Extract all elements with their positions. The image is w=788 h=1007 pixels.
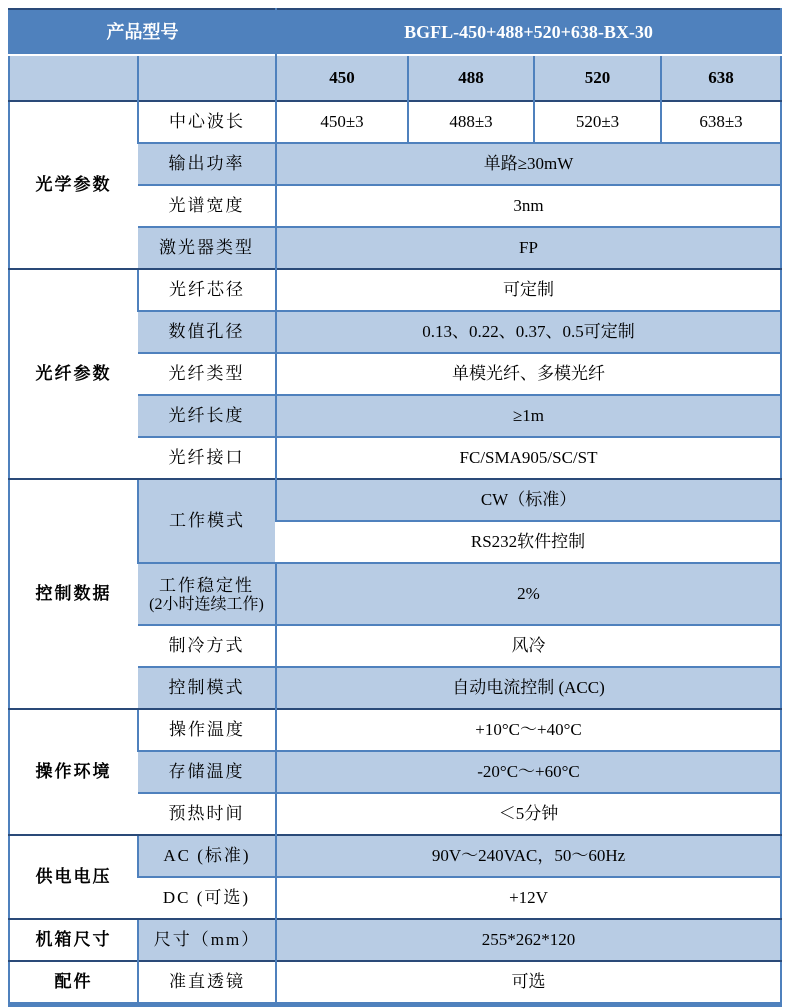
param-label: 尺寸（mm） bbox=[138, 919, 276, 961]
value-cell: 可定制 bbox=[276, 269, 781, 311]
table-row bbox=[9, 961, 781, 1005]
value-cell: +10°C～+40°C bbox=[276, 709, 781, 751]
product-spec-table bbox=[8, 8, 782, 1007]
param-label: AC (标准) bbox=[138, 835, 276, 877]
empty-cell bbox=[138, 55, 276, 101]
group-cell-accessory: 配件 bbox=[9, 961, 138, 1005]
param-label: 中心波长 bbox=[138, 101, 276, 143]
value-cell: 90V～240VAC，50～60Hz bbox=[276, 835, 781, 877]
param-label-line2: (2小时连续工作) bbox=[149, 595, 264, 613]
value-cell: -20°C～+60°C bbox=[276, 751, 781, 793]
group-cell-environment: 操作环境 bbox=[9, 709, 138, 835]
param-label: 光纤芯径 bbox=[138, 269, 276, 311]
group-cell-fiber: 光纤参数 bbox=[9, 269, 138, 479]
value-cell: 488±3 bbox=[408, 101, 534, 143]
param-label: 准直透镜 bbox=[138, 961, 276, 1005]
param-label: 制冷方式 bbox=[138, 625, 276, 667]
group-cell-control: 控制数据 bbox=[9, 479, 138, 709]
param-label bbox=[138, 563, 276, 625]
value-cell: ＜5分钟 bbox=[276, 793, 781, 835]
value-cell: 255*262*120 bbox=[276, 919, 781, 961]
value-cell: 450±3 bbox=[276, 101, 408, 143]
param-label: 工作模式 bbox=[138, 479, 276, 563]
empty-cell bbox=[9, 55, 138, 101]
column-header-488: 488 bbox=[408, 55, 534, 101]
param-label: 光谱宽度 bbox=[138, 185, 276, 227]
param-label: DC (可选) bbox=[138, 877, 276, 919]
wavelength-columns-row bbox=[9, 55, 781, 101]
param-label-line1: 工作稳定性 bbox=[159, 575, 254, 595]
table-header-row bbox=[9, 9, 781, 55]
table-row bbox=[9, 709, 781, 751]
column-header-520: 520 bbox=[534, 55, 661, 101]
param-label: 光纤接口 bbox=[138, 437, 276, 479]
value-cell: 638±3 bbox=[661, 101, 781, 143]
param-label: 光纤类型 bbox=[138, 353, 276, 395]
group-cell-optical: 光学参数 bbox=[9, 101, 138, 269]
value-cell: 单路≥30mW bbox=[276, 143, 781, 185]
param-label: 存储温度 bbox=[138, 751, 276, 793]
param-label: 数值孔径 bbox=[138, 311, 276, 353]
value-cell: 3nm bbox=[276, 185, 781, 227]
group-cell-power: 供电电压 bbox=[9, 835, 138, 919]
param-label: 操作温度 bbox=[138, 709, 276, 751]
product-model-label: 产品型号 bbox=[9, 9, 276, 55]
value-cell: RS232软件控制 bbox=[276, 521, 781, 563]
param-label: 预热时间 bbox=[138, 793, 276, 835]
column-header-450: 450 bbox=[276, 55, 408, 101]
value-cell: 单模光纤、多模光纤 bbox=[276, 353, 781, 395]
value-cell: 自动电流控制 (ACC) bbox=[276, 667, 781, 709]
value-cell: 520±3 bbox=[534, 101, 661, 143]
group-cell-chassis: 机箱尺寸 bbox=[9, 919, 138, 961]
value-cell: ≥1m bbox=[276, 395, 781, 437]
column-header-638: 638 bbox=[661, 55, 781, 101]
param-label: 输出功率 bbox=[138, 143, 276, 185]
value-cell: 2% bbox=[276, 563, 781, 625]
value-cell: 0.13、0.22、0.37、0.5可定制 bbox=[276, 311, 781, 353]
value-cell: CW（标准） bbox=[276, 479, 781, 521]
table-row bbox=[9, 919, 781, 961]
value-cell: FP bbox=[276, 227, 781, 269]
table-row bbox=[9, 101, 781, 143]
table-row bbox=[9, 835, 781, 877]
param-label: 激光器类型 bbox=[138, 227, 276, 269]
value-cell: 可选 bbox=[276, 961, 781, 1005]
param-label: 控制模式 bbox=[138, 667, 276, 709]
value-cell: 风冷 bbox=[276, 625, 781, 667]
table-row bbox=[9, 269, 781, 311]
value-cell: FC/SMA905/SC/ST bbox=[276, 437, 781, 479]
product-model-value: BGFL-450+488+520+638-BX-30 bbox=[276, 9, 781, 55]
table-row bbox=[9, 479, 781, 521]
param-label: 光纤长度 bbox=[138, 395, 276, 437]
value-cell: +12V bbox=[276, 877, 781, 919]
